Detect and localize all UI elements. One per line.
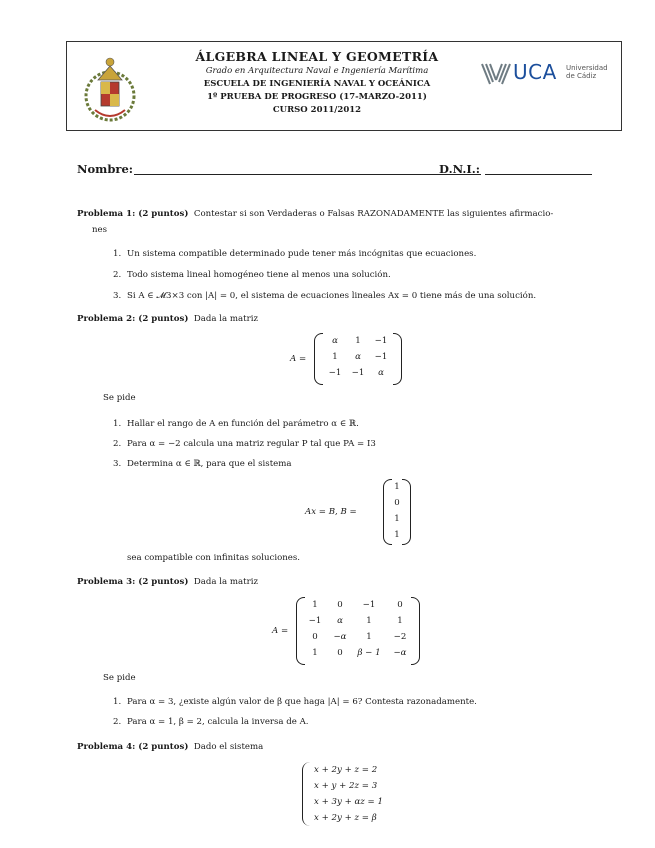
problem-3-statement: Problema 3: (2 puntos) Dada la matriz (77, 577, 258, 587)
vector-b: 1 0 1 1 (383, 479, 411, 545)
name-label: Nombre: (77, 162, 134, 176)
se-pide-label: Se pide (103, 673, 136, 683)
problem-1-heading: Problema 1: (2 puntos) (77, 209, 189, 219)
matrix-a-p2: α 1 −1 1 α −1 −1 −1 α (314, 333, 402, 385)
matrix-a-label: A = (272, 626, 289, 636)
equation-system (302, 762, 412, 828)
header-box (66, 41, 622, 131)
dni-field[interactable] (485, 174, 592, 175)
problem-2-heading: Problema 2: (2 puntos) (77, 314, 189, 324)
equation: x + 3y + αz = 1 (314, 797, 383, 807)
problem-2-tail: sea compatible con infinitas soluciones. (127, 553, 301, 563)
problem-3-heading: Problema 3: (2 puntos) (77, 577, 189, 587)
list-item: 2. Para α = 1, β = 2, calcula la inversa de A. (113, 717, 309, 727)
list-item: 1. Un sistema compatible determinado pude tener más incógnitas que ecuaciones. (113, 249, 477, 259)
list-item: 2. Todo sistema lineal homogéneo tiene al menos una solución. (113, 270, 391, 280)
problem-1-intro-cont: nes (92, 225, 108, 235)
school-name: ESCUELA DE INGENIERÍA NAVAL Y OCEÁNICA (203, 79, 431, 89)
uca-wordmark: UCA (513, 60, 557, 84)
problem-2-statement: Problema 2: (2 puntos) Dada la matriz (77, 314, 258, 324)
list-item: 3. Si A ∈ 𝓜3×3 con |A| = 0, el sistema de ecuaciones lineales Ax = 0 tiene más de una solución. (113, 291, 537, 301)
problem-1-intro: Contestar si son Verdaderas o Falsas RAZONADAMENTE las siguientes afirmacio- (193, 209, 554, 219)
degree-subtitle: Grado en Arquitectura Naval e Ingeniería Marítima (205, 66, 429, 76)
se-pide-label: Se pide (103, 393, 136, 403)
list-item: 2. Para α = −2 calcula una matriz regular P tal que PA = I3 (113, 439, 376, 449)
list-item: 3. Determina α ∈ ℝ, para que el sistema (113, 459, 292, 469)
matrix-a-label: A = (290, 354, 307, 364)
matrix-a-p3: 1 0 −1 0 −1 α 1 1 0 −α 1 −2 1 0 β − 1 −α (296, 597, 420, 665)
list-item: 1. Hallar el rango de A en función del parámetro α ∈ ℝ. (113, 419, 359, 429)
equation: x + 2y + z = 2 (314, 765, 378, 775)
list-item: 1. Para α = 3, ¿existe algún valor de β que haga |A| = 6? Contesta razonadamente. (113, 697, 477, 707)
problem-4-heading: Problema 4: (2 puntos) (77, 742, 189, 752)
equation: x + y + 2z = 3 (314, 781, 378, 791)
equation: x + 2y + z = β (314, 813, 377, 823)
uca-emblem-icon (480, 60, 512, 90)
student-id-row (77, 160, 597, 180)
problem-4-statement: Problema 4: (2 puntos) Dado el sistema (77, 742, 264, 752)
problem-1-statement (77, 208, 553, 220)
dni-label: D.N.I.: (439, 162, 480, 176)
crest-logo (79, 52, 141, 124)
course-title: ÁLGEBRA LINEAL Y GEOMETRÍA (195, 49, 439, 64)
test-name: 1º PRUEBA DE PROGRESO (17-MARZO-2011) (207, 92, 427, 102)
course-year: CURSO 2011/2012 (272, 105, 362, 115)
header-text (167, 49, 467, 117)
uca-university-name: Universidad de Cádiz (566, 64, 608, 80)
system-lhs: Ax = B, B = (305, 507, 357, 517)
name-field[interactable] (134, 174, 481, 175)
uca-logo (480, 60, 616, 90)
